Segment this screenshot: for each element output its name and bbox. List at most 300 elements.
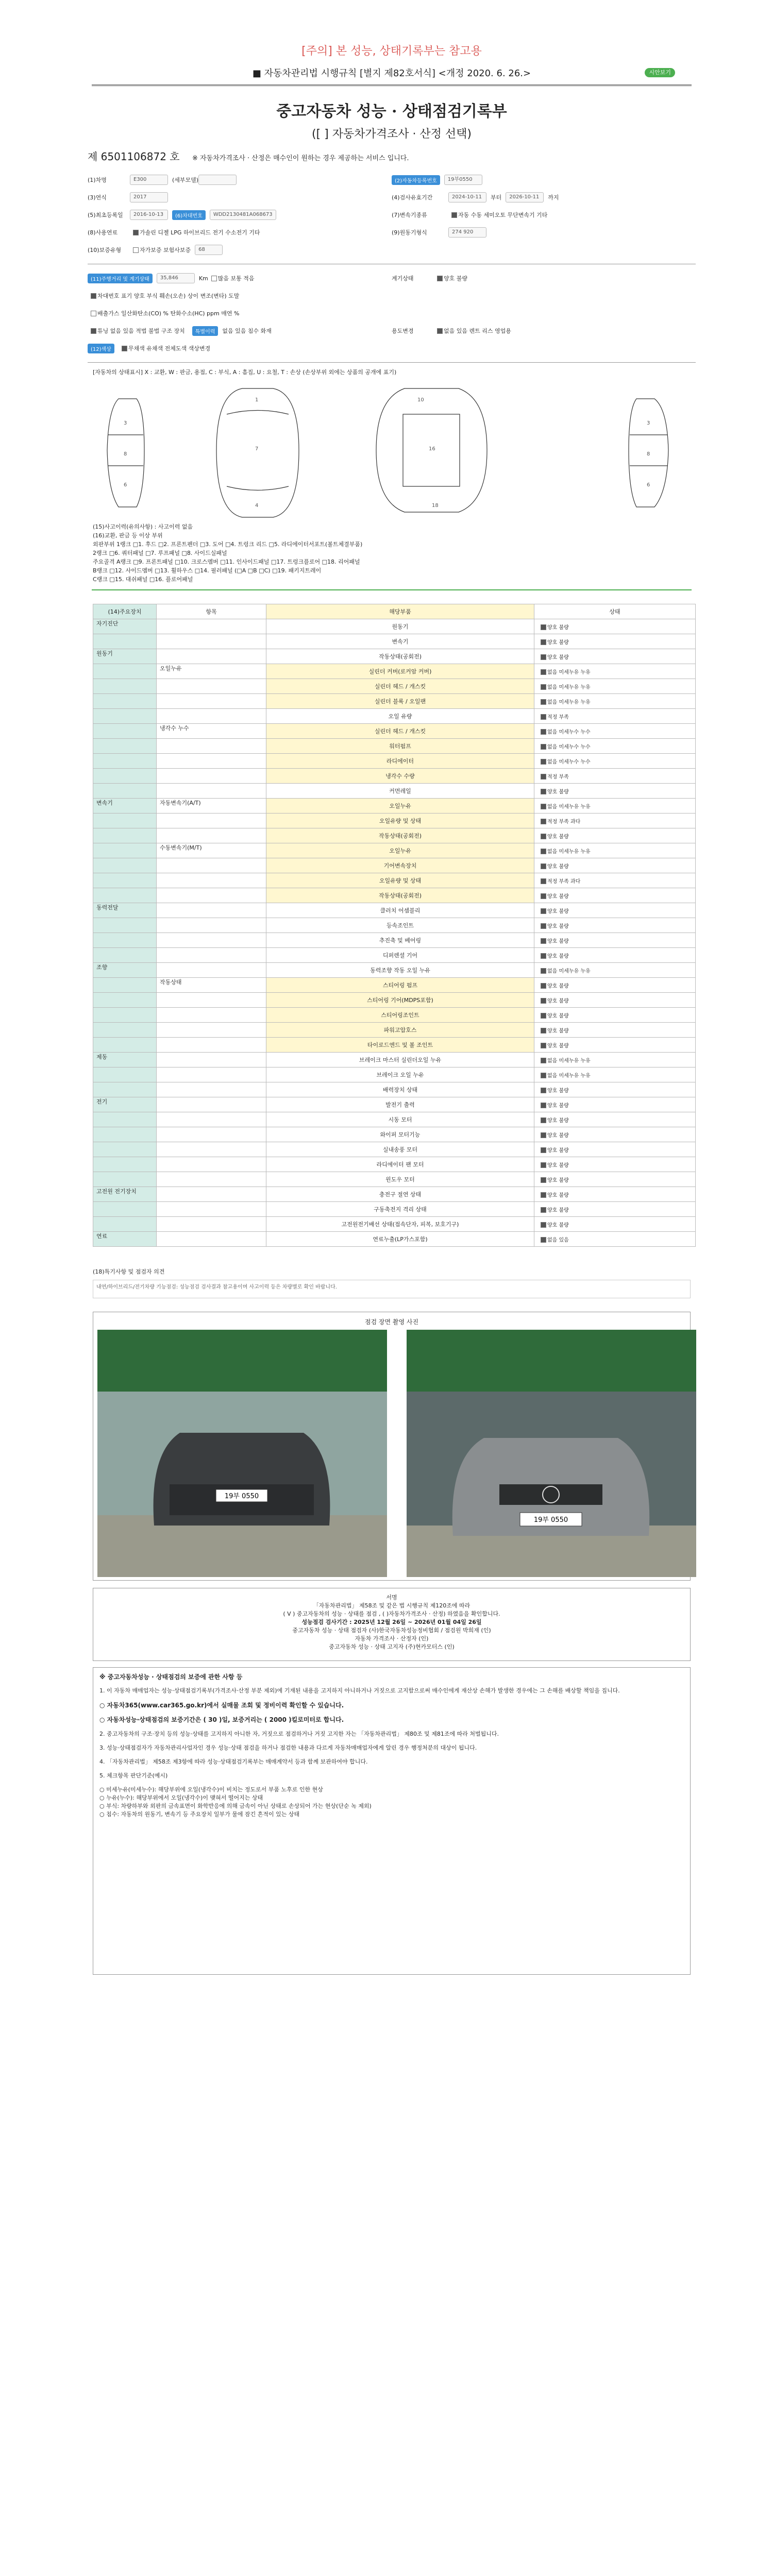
checkbox[interactable] [541, 1192, 546, 1198]
checkbox[interactable] [541, 819, 546, 824]
row-status-text: 없음 미세누유 누유 [547, 669, 591, 675]
row-item: 고전원전기배선 상태(접속단자, 피복, 보호기구) [266, 1217, 534, 1232]
detail-model-label: (세부모델) [172, 177, 199, 183]
row-status-text: 없음 미세누수 누수 [547, 729, 591, 735]
row-status-text: 양호 불량 [547, 863, 569, 870]
checkbox[interactable] [437, 328, 443, 334]
row-category [93, 873, 157, 888]
row-status[interactable] [534, 1097, 696, 1112]
row-status[interactable] [534, 993, 696, 1008]
row-category [93, 888, 157, 903]
signature-line: 「자동차관리법」 제58조 및 같은 법 시행규칙 제120조에 따라 [313, 1602, 470, 1609]
note: ○ 미세누유(미세누수): 해당부위에 오일(냉각수)이 비치는 정도로서 부품 노후로 인한 현상 [99, 1786, 323, 1793]
row-status[interactable] [534, 709, 696, 724]
table-row [93, 769, 696, 784]
row-status[interactable] [534, 649, 696, 664]
row-status-text: 양호 불량 [547, 654, 569, 660]
row-status[interactable] [534, 873, 696, 888]
checkbox[interactable] [541, 938, 546, 944]
row-status[interactable] [534, 634, 696, 649]
row-category [93, 769, 157, 784]
row-category [93, 978, 157, 993]
checkbox[interactable] [211, 276, 217, 281]
table-row [93, 754, 696, 769]
row-category [93, 1067, 157, 1082]
svg-text:4: 4 [255, 503, 259, 509]
checkbox[interactable] [133, 230, 139, 235]
row-status-text: 양호 불량 [547, 1043, 569, 1049]
photo-front [407, 1330, 696, 1577]
subtitle: ([ ] 자동차가격조사 · 산정 선택) [311, 128, 472, 141]
table-row [93, 933, 696, 948]
checkbox[interactable] [541, 729, 546, 735]
row-status[interactable] [534, 754, 696, 769]
signature-line: 자동차 가격조사 · 산정자 (인) [355, 1635, 429, 1642]
row-status-text: 없음 미세누유 누유 [547, 1073, 591, 1079]
row-category: 전기 [93, 1097, 157, 1112]
certificate-note: ※ 자동차가격조사 · 산정은 매수인이 원하는 경우 제공하는 서비스 입니다. [192, 155, 409, 162]
row-category [93, 739, 157, 754]
row-status-text: 양호 불량 [547, 624, 569, 631]
row-category [93, 918, 157, 933]
mileage-unit: Km [198, 275, 208, 282]
checkbox[interactable] [541, 953, 546, 959]
row-status[interactable] [534, 1067, 696, 1082]
row-item: 충전구 절연 상태 [266, 1187, 534, 1202]
row-status[interactable] [534, 739, 696, 754]
row-status-text: 없음 미세누수 누수 [547, 759, 591, 765]
checkbox[interactable] [541, 639, 546, 645]
row-status[interactable] [534, 1127, 696, 1142]
row-status[interactable] [534, 1008, 696, 1023]
condition-section [88, 269, 696, 357]
table-row [93, 679, 696, 694]
row-item: 브레이크 마스터 실린더오일 누유 [266, 1053, 534, 1067]
table-row [93, 1142, 696, 1157]
row-group: 오일누유 [157, 664, 266, 679]
document [88, 0, 696, 1975]
row-group [157, 619, 266, 634]
row-status-text: 적정 부족 [547, 774, 569, 780]
row-item: 워터펌프 [266, 739, 534, 754]
row-category [93, 993, 157, 1008]
damage-line: C랭크 □15. 대쉬패널 □16. 플로어패널 [93, 576, 193, 583]
table-row [93, 1127, 696, 1142]
note: ○ 누유(누수): 해당부위에서 오일(냉각수)이 맺혀서 떨어지는 상태 [99, 1794, 263, 1801]
row-status[interactable] [534, 1053, 696, 1067]
row-group [157, 963, 266, 978]
checkbox[interactable] [91, 328, 96, 334]
row-category: 제동 [93, 1053, 157, 1067]
row-status-text: 양호 불량 [547, 923, 569, 929]
vehicle-info-form [88, 171, 696, 259]
valid-to-field[interactable]: 2026-10-11 [506, 192, 544, 202]
mileage-tag: (11)주행거리 및 계기상태 [88, 274, 153, 283]
row-status[interactable] [534, 1172, 696, 1187]
table-row [93, 1082, 696, 1097]
damage-lines [93, 522, 362, 584]
table-row [93, 1038, 696, 1053]
row-group [157, 1232, 266, 1247]
checkbox[interactable] [541, 1207, 546, 1213]
special-history-options: 없음 있음 침수 화재 [222, 328, 272, 334]
row-status[interactable] [534, 1187, 696, 1202]
detail-model-field[interactable] [198, 175, 237, 185]
row-category: 연료 [93, 1232, 157, 1247]
row-status[interactable] [534, 963, 696, 978]
row-group [157, 784, 266, 799]
table-header: 해당부품 [266, 604, 534, 619]
remarks-text: 내연/하이브리드/전기차량 기능점검: 성능점검 검사결과 참고용이며 사고이력 등은 차량별로 확인 바랍니다. [96, 1284, 337, 1290]
row-group [157, 1008, 266, 1023]
row-category: 동력전달 [93, 903, 157, 918]
checkbox[interactable] [541, 998, 546, 1004]
row-group [157, 1187, 266, 1202]
checkbox[interactable] [541, 1132, 546, 1138]
valid-from-field[interactable]: 2024-10-11 [448, 192, 486, 202]
note: ○ 자동차365(www.car365.go.kr)에서 실매물 조회 및 정비이력 확인할 수 있습니다. [99, 1702, 344, 1709]
row-item: 원동기 [266, 619, 534, 634]
reg-no-field[interactable]: 19부0550 [444, 175, 482, 185]
table-header: 항목 [157, 604, 266, 619]
color-tag: (12)색상 [88, 344, 114, 353]
row-status[interactable] [534, 1202, 696, 1217]
row-item: 배력장치 상태 [266, 1082, 534, 1097]
photo-rear [97, 1330, 387, 1577]
table-row [93, 1112, 696, 1127]
row-group [157, 1023, 266, 1038]
checkbox[interactable] [541, 1058, 546, 1063]
checkbox[interactable] [91, 311, 96, 316]
row-status-text: 양호 불량 [547, 639, 569, 646]
checkbox[interactable] [541, 774, 546, 779]
row-status[interactable] [534, 903, 696, 918]
row-status-text: 양호 불량 [547, 789, 569, 795]
row-category [93, 1202, 157, 1217]
row-status[interactable] [534, 1082, 696, 1097]
row-item: 오일누유 [266, 843, 534, 858]
row-status[interactable] [534, 933, 696, 948]
row-item: 등속조인트 [266, 918, 534, 933]
checkbox[interactable] [541, 923, 546, 929]
row-category [93, 679, 157, 694]
regulation-line [88, 63, 696, 84]
photo-title: 점검 장면 촬영 사진 [364, 1318, 419, 1326]
table-row [93, 858, 696, 873]
row-group [157, 993, 266, 1008]
first-reg-field[interactable]: 2016-10-13 [130, 210, 168, 220]
checkbox[interactable] [541, 789, 546, 794]
checkbox[interactable] [91, 293, 96, 299]
row-status[interactable] [534, 1038, 696, 1053]
signature-line: 중고자동차 성능 · 상태 점검자 (사)한국자동차성능정비협회 / 점검원 박희재 (인) [292, 1627, 491, 1634]
row-status[interactable] [534, 978, 696, 993]
row-status-text: 없음 있음 [547, 1237, 569, 1243]
table-row [93, 873, 696, 888]
row-category [93, 858, 157, 873]
row-status[interactable] [534, 784, 696, 799]
row-status[interactable] [534, 888, 696, 903]
checkbox[interactable] [437, 276, 443, 281]
table-row [93, 978, 696, 993]
row-status-text: 없음 미세누유 누유 [547, 1058, 591, 1064]
row-status[interactable] [534, 948, 696, 963]
signature-section [93, 1588, 691, 1661]
row-status[interactable] [534, 694, 696, 709]
checkbox[interactable] [541, 684, 546, 690]
mileage-options: 많음 보통 적음 [217, 275, 255, 282]
divider [92, 84, 692, 86]
row-category [93, 754, 157, 769]
row-item: 디퍼렌셜 기어 [266, 948, 534, 963]
row-status-text: 없음 미세누유 누유 [547, 968, 591, 974]
trans-options: 자동 수동 세미오토 무단변속기 기타 [458, 212, 548, 218]
warranty-label: (10)보증유형 [88, 247, 122, 253]
remarks-section [93, 1267, 691, 1298]
row-item: 파워고압호스 [266, 1023, 534, 1038]
note: ○ 부식: 차량하부와 외판의 금속표면이 화학반응에 의해 금속이 아닌 상태로 손상되어 가는 현상(단순 녹 제외) [99, 1803, 372, 1809]
damage-line: B랭크 □12. 사이드멤버 □13. 휠하우스 □14. 필러패널 (□A □B □C) □19. 패키지트레이 [93, 567, 322, 574]
checkbox[interactable] [541, 908, 546, 914]
checkbox[interactable] [122, 346, 127, 351]
row-item: 연료누출(LP가스포함) [266, 1232, 534, 1247]
row-item: 오일유량 및 상태 [266, 873, 534, 888]
svg-text:16: 16 [429, 446, 435, 452]
checkbox[interactable] [541, 744, 546, 750]
row-status[interactable] [534, 1232, 696, 1247]
page-title: 중고자동차 성능 · 상태점검기록부 [276, 103, 507, 121]
car-outline-svg [88, 378, 696, 528]
row-status-text: 양호 불량 [547, 953, 569, 959]
warranty-field[interactable]: 68 [195, 245, 223, 255]
row-group [157, 1217, 266, 1232]
row-status[interactable] [534, 1157, 696, 1172]
car-name-field[interactable]: E300 [130, 175, 168, 185]
row-category [93, 1082, 157, 1097]
row-status[interactable] [534, 1112, 696, 1127]
checkbox[interactable] [541, 654, 546, 660]
table-row [93, 1217, 696, 1232]
reg-no-tag: (2)자동차등록번호 [392, 175, 440, 185]
note: 5. 체크항목 판단기준(예시) [99, 1772, 168, 1779]
table-row [93, 993, 696, 1008]
table-row [93, 739, 696, 754]
row-status-text: 양호 불량 [547, 1222, 569, 1228]
row-group [157, 828, 266, 843]
special-history-tag: 특별이력 [192, 326, 219, 336]
row-group: 작동상태 [157, 978, 266, 993]
warranty-notes [93, 1667, 691, 1975]
row-item: 구동축전지 격리 상태 [266, 1202, 534, 1217]
checkbox[interactable] [541, 1117, 546, 1123]
signature-line: ( V ) 중고자동차의 성능 · 상태를 점검 , ( )자동차가격조사 · 산정) 하였음을 확인합니다. [283, 1611, 500, 1617]
row-item: 오일 유량 [266, 709, 534, 724]
row-item: 냉각수 수량 [266, 769, 534, 784]
use-change-options: 없음 있음 렌트 리스 영업용 [444, 328, 511, 334]
svg-text:1: 1 [255, 397, 259, 403]
row-status-text: 양호 불량 [547, 1013, 569, 1019]
table-row [93, 828, 696, 843]
row-item: 추진축 및 베어링 [266, 933, 534, 948]
row-category: 조향 [93, 963, 157, 978]
checkbox[interactable] [541, 1028, 546, 1033]
svg-text:3: 3 [124, 420, 127, 426]
row-group [157, 933, 266, 948]
row-item: 커먼레일 [266, 784, 534, 799]
row-status-text: 적정 부족 과다 [547, 878, 581, 885]
damage-line: 2랭크 □6. 쿼터패널 □7. 루프패널 □8. 사이드실패널 [93, 550, 227, 556]
row-status[interactable] [534, 1023, 696, 1038]
row-group: 수동변속기(M/T) [157, 843, 266, 858]
damage-line: (15)사고이력(유의사항) : 사고이력 없음 [93, 523, 193, 530]
checkbox[interactable] [541, 1147, 546, 1153]
checkbox[interactable] [541, 804, 546, 809]
checkbox[interactable] [541, 1222, 546, 1228]
checkbox[interactable] [451, 212, 457, 218]
svg-text:8: 8 [124, 451, 127, 457]
checkbox[interactable] [541, 1013, 546, 1019]
checkbox[interactable] [133, 247, 139, 253]
row-group [157, 1082, 266, 1097]
row-status[interactable] [534, 843, 696, 858]
row-group [157, 903, 266, 918]
checkbox[interactable] [541, 1043, 546, 1048]
row-category [93, 1142, 157, 1157]
checkbox[interactable] [541, 968, 546, 974]
row-group [157, 1142, 266, 1157]
row-status-text: 양호 불량 [547, 1028, 569, 1034]
table-row [93, 1157, 696, 1172]
row-group [157, 1172, 266, 1187]
checkbox[interactable] [541, 834, 546, 839]
checkbox[interactable] [541, 1103, 546, 1108]
row-status[interactable] [534, 724, 696, 739]
table-row [93, 724, 696, 739]
damage-line: 주요골격 A랭크 □9. 프론트패널 □10. 크로스멤버 □11. 인사이드패널 □17. 트렁크플로어 □18. 리어패널 [93, 558, 360, 565]
row-item: 라디에이터 [266, 754, 534, 769]
remarks-title: (18)특기사항 및 점검자 의견 [93, 1268, 165, 1275]
row-status-text: 양호 불량 [547, 983, 569, 989]
row-status[interactable] [534, 918, 696, 933]
table-row [93, 814, 696, 828]
row-status[interactable] [534, 769, 696, 784]
row-status[interactable] [534, 664, 696, 679]
plate-left: 19부 0550 [224, 1493, 259, 1500]
row-group [157, 1127, 266, 1142]
preview-button[interactable]: 시안보기 [645, 68, 675, 77]
row-category [93, 694, 157, 709]
row-category [93, 948, 157, 963]
notice-banner: [주의] 본 성능, 상태기록부는 참고용 [301, 45, 482, 58]
checkbox[interactable] [541, 669, 546, 675]
signature-line: 중고자동차 성능 · 상태 고지자 (주)현카모터스 (인) [329, 1643, 455, 1650]
row-item: 실린더 커버(로커암 커버) [266, 664, 534, 679]
checkbox[interactable] [541, 1237, 546, 1243]
row-group [157, 739, 266, 754]
table-row [93, 1097, 696, 1112]
checkbox[interactable] [541, 699, 546, 705]
checkbox[interactable] [541, 1073, 546, 1078]
checkbox[interactable] [541, 1162, 546, 1168]
svg-text:3: 3 [647, 420, 650, 426]
checkbox[interactable] [541, 878, 546, 884]
row-status-text: 적정 부족 [547, 714, 569, 720]
year-label: (3)연식 [88, 194, 107, 201]
certificate-number: 제 6501106872 호 [88, 150, 180, 163]
vin-tag: (6)차대번호 [172, 210, 206, 220]
checkbox[interactable] [541, 1177, 546, 1183]
row-status[interactable] [534, 1217, 696, 1232]
row-category [93, 1023, 157, 1038]
checkbox[interactable] [541, 983, 546, 989]
inspection-table [93, 604, 696, 1247]
row-group [157, 888, 266, 903]
mileage-field[interactable]: 35,846 [157, 273, 195, 283]
row-status-text: 양호 불량 [547, 1088, 569, 1094]
row-status-text: 없음 미세누유 누유 [547, 684, 591, 690]
row-status[interactable] [534, 799, 696, 814]
note: ○ 침수: 자동차의 원동기, 변속기 등 주요장치 일부가 물에 잠긴 흔적이 있는 상태 [99, 1811, 300, 1818]
row-status-text: 양호 불량 [547, 893, 569, 900]
row-group: 자동변속기(A/T) [157, 799, 266, 814]
row-status-text: 없음 미세누유 누유 [547, 849, 591, 855]
row-status[interactable] [534, 1142, 696, 1157]
checkbox[interactable] [541, 759, 546, 765]
vin-field[interactable]: WDD2130481A068673 [210, 210, 276, 220]
checkbox[interactable] [541, 1088, 546, 1093]
checkbox[interactable] [541, 624, 546, 630]
engine-field[interactable]: 274 920 [448, 227, 486, 238]
trans-label: (7)변속기종류 [392, 212, 427, 218]
row-category [93, 814, 157, 828]
table-row [93, 1172, 696, 1187]
gauge-label: 계기상태 [392, 275, 414, 282]
table-row [93, 1053, 696, 1067]
checkbox[interactable] [541, 714, 546, 720]
row-status[interactable] [534, 858, 696, 873]
table-row [93, 1008, 696, 1023]
checkbox[interactable] [541, 893, 546, 899]
row-group [157, 858, 266, 873]
row-category [93, 709, 157, 724]
year-field[interactable]: 2017 [130, 192, 168, 202]
photo-section [93, 1312, 691, 1581]
row-status-text: 양호 불량 [547, 1192, 569, 1198]
row-status[interactable] [534, 814, 696, 828]
row-status[interactable] [534, 679, 696, 694]
checkbox[interactable] [541, 849, 546, 854]
damage-line: (16)교환, 판금 등 이상 부위 [93, 532, 163, 539]
table-row [93, 694, 696, 709]
row-item: 동력조향 작동 오일 누유 [266, 963, 534, 978]
row-status-text: 양호 불량 [547, 908, 569, 914]
row-status[interactable] [534, 828, 696, 843]
row-group [157, 1097, 266, 1112]
svg-text:7: 7 [255, 446, 259, 452]
table-row [93, 888, 696, 903]
valid-to-suffix: 까지 [548, 194, 559, 201]
row-category [93, 1217, 157, 1232]
row-status-text: 없음 미세누유 누유 [547, 699, 591, 705]
row-status[interactable] [534, 619, 696, 634]
plate-right: 19부 0550 [533, 1516, 568, 1524]
row-group [157, 1202, 266, 1217]
row-category: 자기진단 [93, 619, 157, 634]
row-category [93, 724, 157, 739]
damage-line: 외판부위 1랭크 □1. 후드 □2. 프론트펜더 □3. 도어 □4. 트렁크 리드 □5. 라디에이터서포트(볼트체결부품) [93, 541, 363, 548]
checkbox[interactable] [541, 863, 546, 869]
row-status-text: 양호 불량 [547, 1207, 569, 1213]
